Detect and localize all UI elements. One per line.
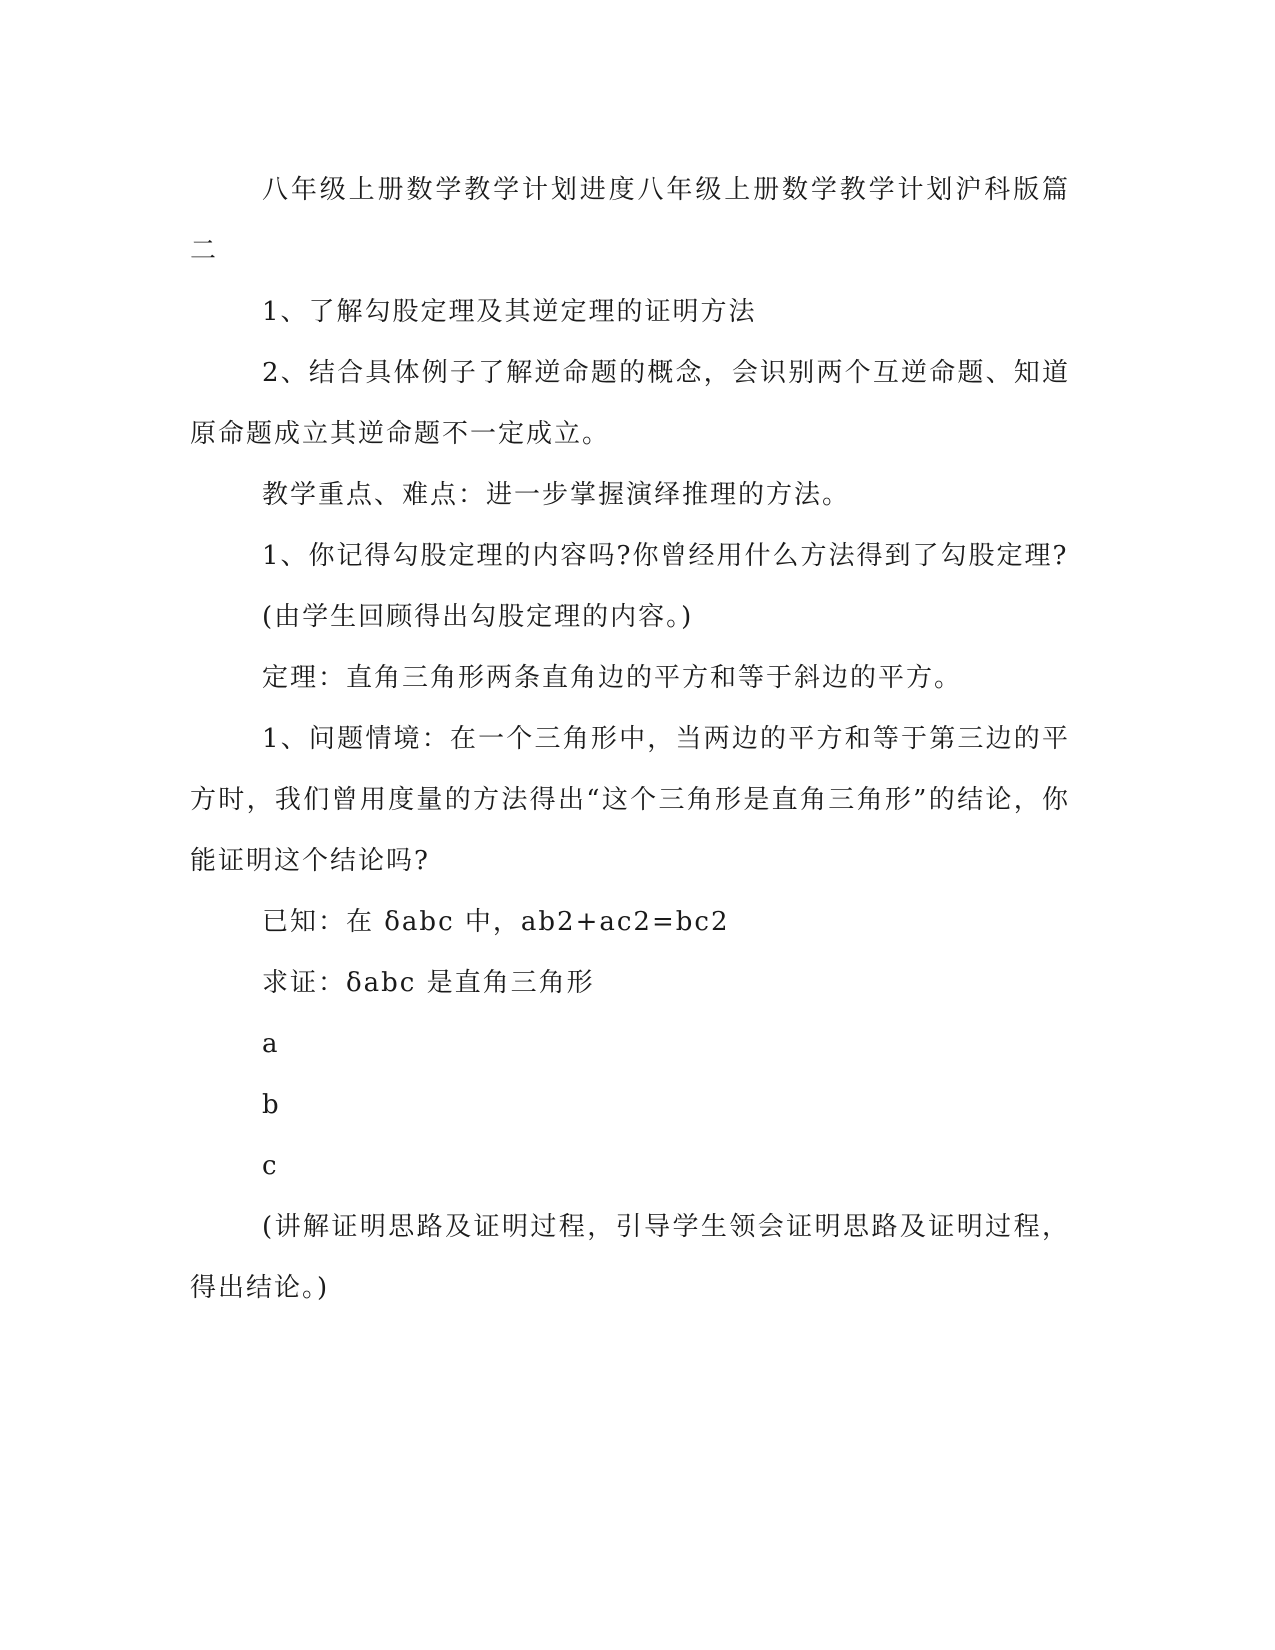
figure-label-b: b <box>262 1090 281 1120</box>
paragraph-theorem: 定理：直角三角形两条直角边的平方和等于斜边的平方。 <box>262 663 963 693</box>
figure-label-a: a <box>262 1029 280 1059</box>
paragraph-objective-2: 2、结合具体例子了解逆命题的概念，会识别两个互逆命题、知道原命题成立其逆命题不一定成立。 <box>190 358 1070 449</box>
figure-label-c: c <box>262 1151 279 1181</box>
paragraph-problem-situation: 1、问题情境：在一个三角形中，当两边的平方和等于第三边的平方时，我们曾用度量的方法得出“这个三角形是直角三角形”的结论，你能证明这个结论吗? <box>190 724 1070 876</box>
paragraph-prove: 求证：δabc 是直角三角形 <box>262 968 595 998</box>
paragraph-key-points: 教学重点、难点：进一步掌握演绎推理的方法。 <box>262 480 851 510</box>
paragraph-given: 已知：在 δabc 中，ab2+ac2=bc2 <box>262 907 730 937</box>
paragraph-objective-1: 1、了解勾股定理及其逆定理的证明方法 <box>262 297 757 327</box>
document-body <box>190 160 1070 1319</box>
paragraph-review-note: (由学生回顾得出勾股定理的内容。) <box>262 602 694 632</box>
paragraph-question-1: 1、你记得勾股定理的内容吗?你曾经用什么方法得到了勾股定理? <box>262 541 1069 571</box>
paragraph-heading: 八年级上册数学教学计划进度八年级上册数学教学计划沪科版篇二 <box>190 175 1070 266</box>
paragraph-proof-note: (讲解证明思路及证明过程，引导学生领会证明思路及证明过程，得出结论。) <box>190 1212 1070 1303</box>
